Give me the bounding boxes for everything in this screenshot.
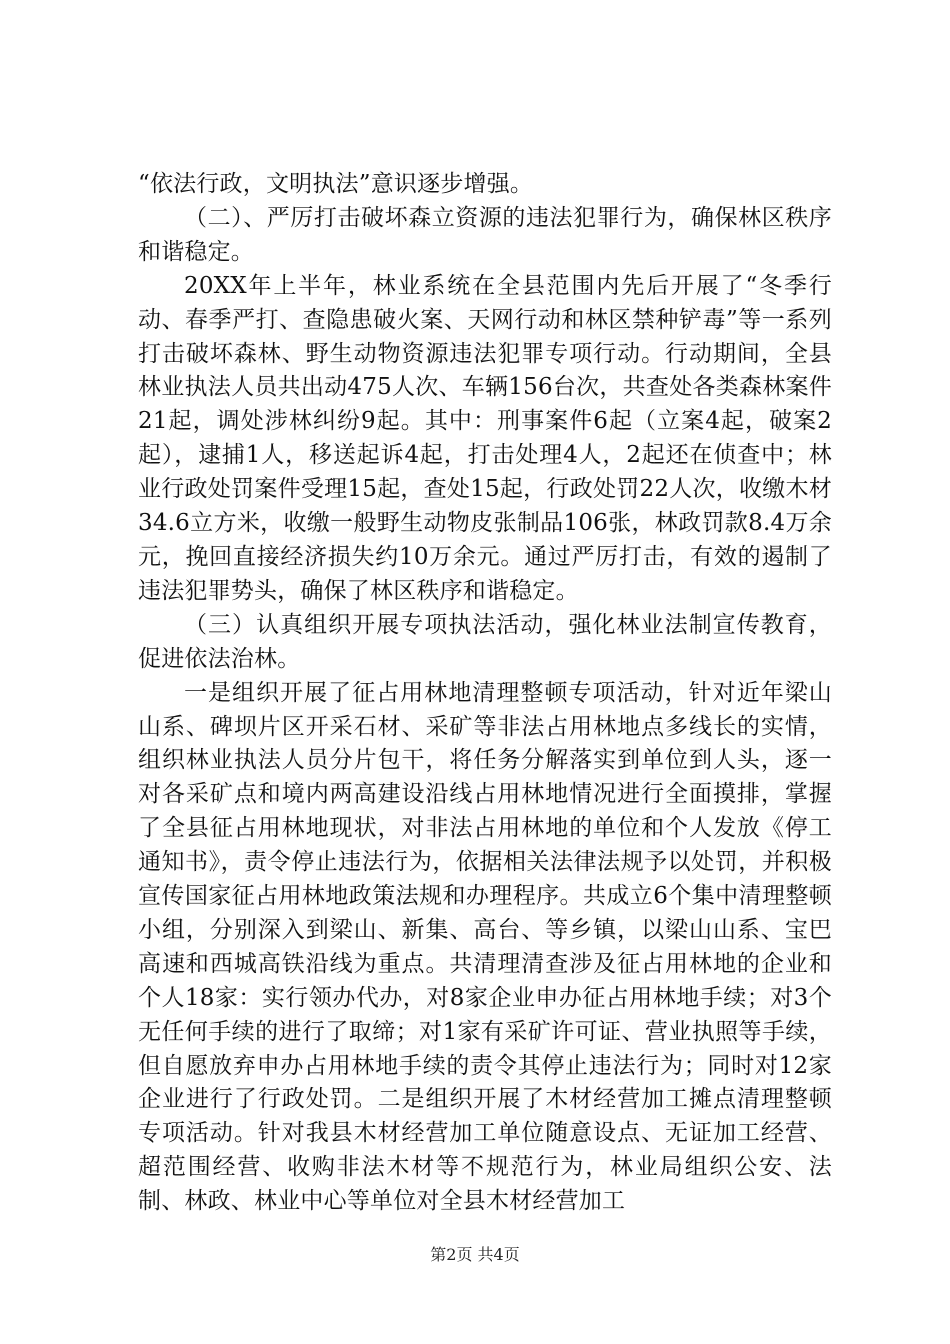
paragraph-special-campaigns: 一是组织开展了征占用林地清理整顿专项活动，针对近年梁山山系、碑坝片区开采石材、采矿等非法占用林地点多线长的实情，组织林业执法人员分片包干，将任务分解落实到单位到人头，逐一对各采矿点和境内两高建设沿线占用林地情况进行全面摸排，掌握了全县征占用林地现状，对非法占用林地的单位和个人发放《停工通知书》，责令停止违法行为，依据相关法律法规予以处罚，并积极宣传国家征占用林地政策法规和办理程序。共成立6个集中清理整顿小组，分别深入到梁山、新集、高台、等乡镇，以梁山山系、宝巴高速和西城高铁沿线为重点。共清理清查涉及征占用林地的企业和个人18家：实行领办代办，对8家企业申办征占用林地手续；对3个无任何手续的进行了取缔；对1家有采矿许可证、营业执照等手续，但自愿放弃申办占用林地手续的责令其停止违法行为；同时对12家企业进行了行政处罚。二是组织开展了木材经营加工摊点清理整顿专项活动。针对我县木材经营加工单位随意设点、无证加工经营、超范围经营、收购非法木材等不规范行为，林业局组织公安、法制、林政、林业中心等单位对全县木材经营加工 — [138, 679, 832, 1215]
page-footer: 第2页 共4页 — [430, 1245, 520, 1264]
paragraph-enforcement-stats: 20XX年上半年，林业系统在全县范围内先后开展了“冬季行动、春季严打、查隐患破火案、天网行动和林区禁种铲毒”等一系列打击破坏森林、野生动物资源违法犯罪专项行动。行动期间，全县林业执法人员共出动475人次、车辆156台次，共查处各类森林案件21起，调处涉林纠纷9起。其中：刑事案件6起（立案4起，破案2起），逮捕1人，移送起诉4起，打击处理4人，2起还在侦查中；林业行政处罚案件受理15起，查处15起，行政处罚22人次，收缴木材34.6立方米，收缴一般野生动物皮张制品106张，林政罚款8.4万余元，挽回直接经济损失约10万余元。通过严厉打击，有效的遏制了违法犯罪势头，确保了林区秩序和谐稳定。 — [138, 272, 832, 604]
paragraph-continuation: “依法行政，文明执法”意识逐步增强。 — [138, 171, 534, 197]
document-body — [138, 168, 832, 1219]
section-heading-three: （三）认真组织开展专项执法活动，强化林业法制宣传教育，促进依法治林。 — [138, 611, 832, 672]
section-heading-two: （二）、严厉打击破坏森立资源的违法犯罪行为，确保林区秩序和谐稳定。 — [138, 204, 832, 265]
